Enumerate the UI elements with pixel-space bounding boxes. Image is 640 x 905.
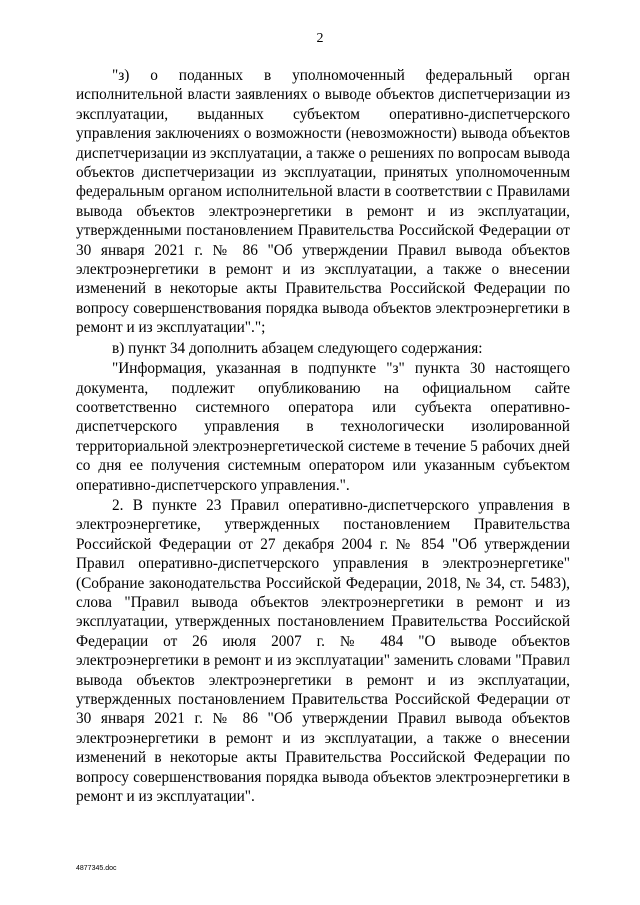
document-body: [76, 66, 570, 806]
paragraph-subpoint-z: "з) о поданных в уполномоченный федеральный орган исполнительной власти заявлениях о выводе объектов диспетчеризации из эксплуатации, выданных субъектом оперативно-диспетчерского управления заключениях о возможности (невозможности) вывода объектов диспетчеризации из эксплуатации, а также о решениях по вопросам вывода объектов диспетчеризации из эксплуатации, принятых уполномоченным федеральным органом исполнительной власти в соответствии с Правилами вывода объектов электроэнергетики в ремонт и из эксплуатации, утвержденными постановлением Правительства Российской Федерации от 30 января 2021 г. № 86 "Об утверждении Правил вывода объектов электроэнергетики в ремонт и из эксплуатации, а также о внесении изменений в некоторые акты Правительства Российской Федерации по вопросу совершенствования порядка вывода объектов электроэнергетики в ремонт и из эксплуатации".";: [76, 67, 570, 337]
page-number: 2: [316, 31, 324, 46]
paragraph-information-quote: "Информация, указанная в подпункте "з" пункта 30 настоящего документа, подлежит опубликованию на официальном сайте соответственно системного оператора или субъекта оперативно-диспетчерского управления в технологически изолированной территориальной электроэнергетической системе в течение 5 рабочих дней со дня ее получения системным оператором или указанным субъектом оперативно-диспетчерского управления.".: [76, 360, 570, 494]
paragraph-item-2: 2. В пункте 23 Правил оперативно-диспетчерского управления в электроэнергетике, утвержденных постановлением Правительства Российской Федерации от 27 декабря 2004 г. № 854 "Об утверждении Правил оперативно-диспетчерского управления в электроэнергетике" (Собрание законодательства Российской Федерации, 2018, № 34, ст. 5483), слова "Правил вывода объектов электроэнергетики в ремонт и из эксплуатации, утвержденных постановлением Правительства Российской Федерации от 26 июля 2007 г. № 484 "О выводе объектов электроэнергетики в ремонт и из эксплуатации" заменить словами "Правил вывода объектов электроэнергетики в ремонт и из эксплуатации, утвержденных постановлением Правительства Российской Федерации от 30 января 2021 г. № 86 "Об утверждении Правил вывода объектов электроэнергетики в ремонт и из эксплуатации, а также о внесении изменений в некоторые акты Правительства Российской Федерации по вопросу совершенствования порядка вывода объектов электроэнергетики в ремонт и из эксплуатации".: [76, 496, 570, 806]
footer-document-id: 4877345.doc: [76, 865, 117, 872]
paragraph-point-34-intro: в) пункт 34 дополнить абзацем следующего содержания:: [112, 339, 483, 357]
